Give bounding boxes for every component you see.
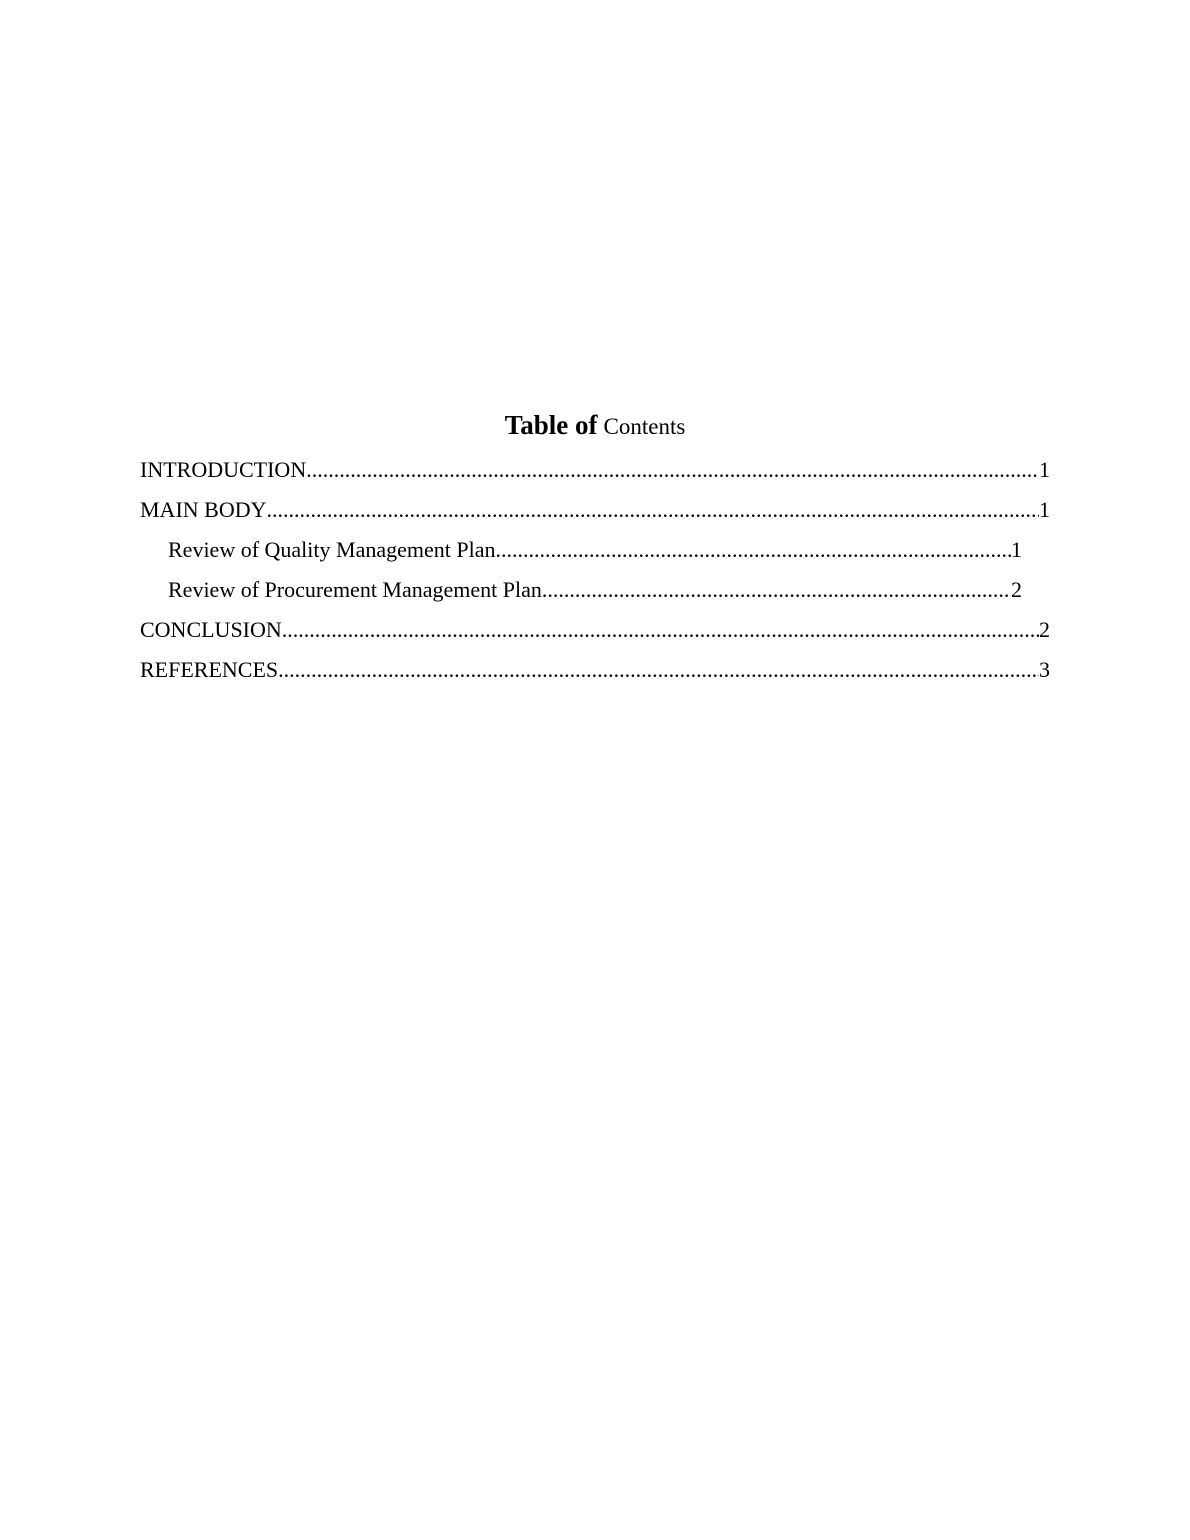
table-of-contents (140, 400, 1050, 690)
toc-entry-quality-management-plan[interactable] (140, 530, 1022, 570)
toc-entry-label: Review of Quality Management Plan (168, 537, 496, 562)
toc-list (140, 450, 1050, 690)
toc-page-number: 1 (1039, 497, 1050, 522)
toc-entry-introduction[interactable] (140, 450, 1050, 490)
toc-entry-label: REFERENCES (140, 657, 279, 682)
toc-title (140, 400, 1050, 450)
toc-dot-leader (278, 650, 1039, 690)
toc-page-number: 2 (1011, 577, 1022, 602)
toc-entry-label: MAIN BODY (140, 497, 267, 522)
toc-page-number: 2 (1039, 617, 1050, 642)
toc-page-number: 3 (1039, 657, 1050, 682)
toc-title-bold: Table of (504, 410, 598, 440)
toc-entry-conclusion[interactable] (140, 610, 1050, 650)
toc-entry-label: INTRODUCTION (140, 457, 307, 482)
toc-dot-leader (282, 610, 1039, 650)
toc-entry-references[interactable] (140, 650, 1050, 690)
toc-dot-leader (306, 450, 1039, 490)
toc-title-plain: Contents (603, 414, 686, 439)
toc-dot-leader (495, 530, 1011, 570)
toc-page-number: 1 (1011, 537, 1022, 562)
toc-page-number: 1 (1039, 457, 1050, 482)
toc-entry-main-body[interactable] (140, 490, 1050, 530)
toc-entry-procurement-management-plan[interactable] (140, 570, 1022, 610)
toc-entry-label: Review of Procurement Management Plan (168, 577, 542, 602)
toc-dot-leader (542, 570, 1011, 610)
toc-entry-label: CONCLUSION (140, 617, 282, 642)
toc-dot-leader (267, 490, 1040, 530)
